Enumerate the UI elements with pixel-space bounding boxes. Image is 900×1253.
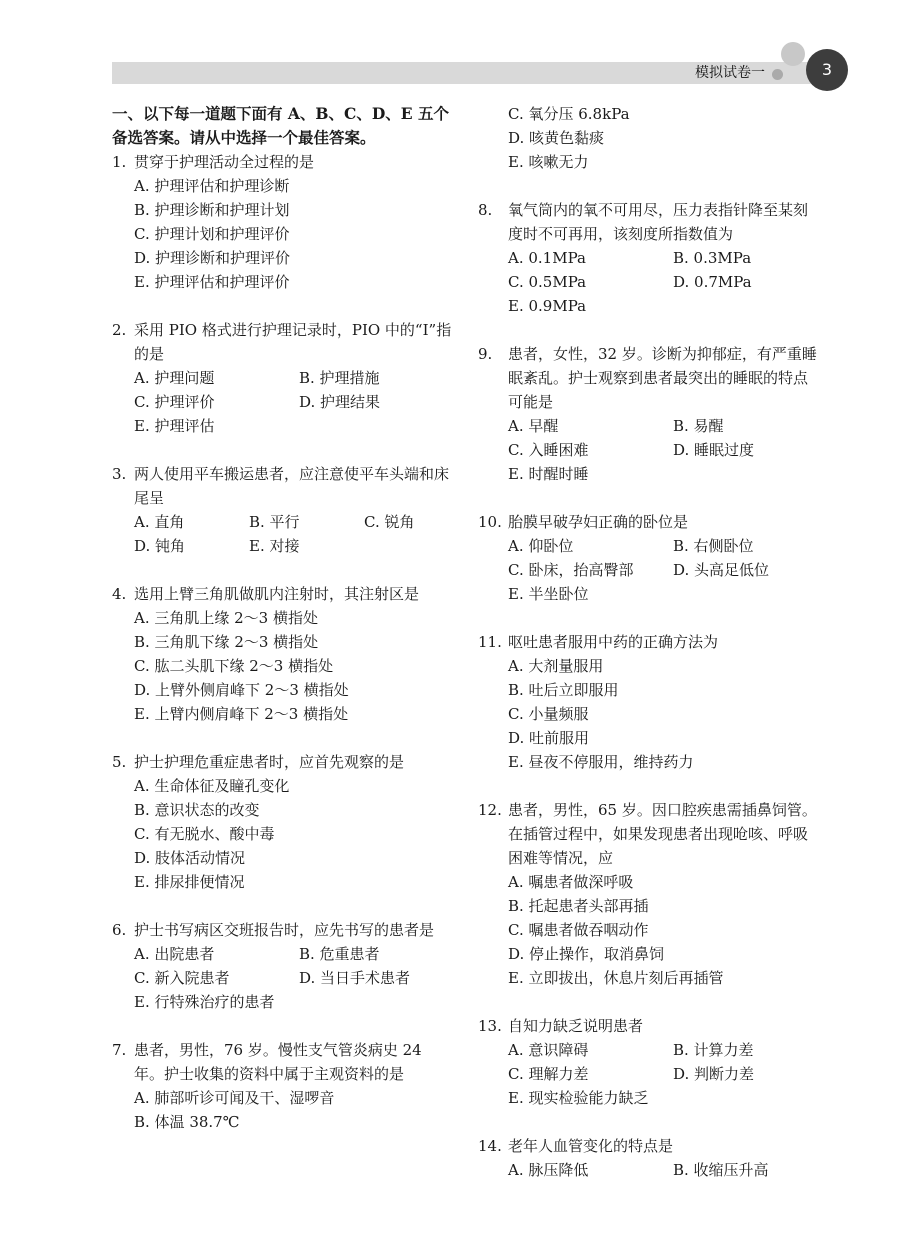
decorative-circle-small — [772, 69, 783, 80]
question-stem: 贯穿于护理活动全过程的是 — [134, 153, 315, 171]
option-d: D. 钝角 — [134, 537, 186, 555]
question-9 — [478, 342, 818, 486]
option-e: E. 护理评估 — [134, 417, 215, 435]
option-c: C. 肱二头肌下缘 2～3 横指处 — [134, 657, 334, 675]
option-e: E. 对接 — [249, 537, 300, 555]
option-a: A. 大剂量服用 — [508, 657, 604, 675]
question-number: 6. — [112, 921, 127, 939]
option-e: E. 0.9MPa — [508, 297, 587, 315]
option-e: E. 上臂内侧肩峰下 2～3 横指处 — [134, 705, 349, 723]
option-a: A. 三角肌上缘 2～3 横指处 — [134, 609, 318, 627]
question-number: 5. — [112, 753, 127, 771]
question-1 — [112, 150, 452, 294]
right-column — [478, 102, 818, 1206]
question-5 — [112, 750, 452, 894]
question-stem: 自知力缺乏说明患者 — [508, 1017, 644, 1035]
question-number: 12. — [478, 801, 502, 819]
option-b: B. 危重患者 — [299, 945, 380, 963]
option-d: D. 上臂外侧肩峰下 2～3 横指处 — [134, 681, 349, 699]
question-13 — [478, 1014, 818, 1110]
option-b: B. 右侧卧位 — [673, 537, 754, 555]
option-d: D. 头高足低位 — [673, 561, 770, 579]
question-number: 9. — [478, 345, 493, 363]
option-d: D. 咳黄色黏痰 — [508, 129, 605, 147]
option-c: C. 护理计划和护理评价 — [134, 225, 290, 243]
question-number: 10. — [478, 513, 502, 531]
option-b: B. 平行 — [249, 513, 300, 531]
option-e: E. 半坐卧位 — [508, 585, 589, 603]
question-stem: 采用 PIO 格式进行护理记录时，PIO 中的“I”指的是 — [134, 321, 452, 363]
option-d: D. 0.7MPa — [673, 273, 752, 291]
option-a: A. 直角 — [134, 513, 185, 531]
option-a: A. 肺部听诊可闻及干、湿啰音 — [134, 1089, 335, 1107]
option-b: B. 托起患者头部再插 — [508, 897, 649, 915]
question-stem: 呕吐患者服用中药的正确方法为 — [508, 633, 719, 651]
option-d: D. 护理结果 — [299, 393, 381, 411]
question-3 — [112, 462, 452, 558]
option-e: E. 现实检验能力缺乏 — [508, 1089, 649, 1107]
question-number: 3. — [112, 465, 127, 483]
question-stem: 两人使用平车搬运患者，应注意使平车头端和床尾呈 — [134, 465, 450, 507]
option-b: B. 体温 38.7℃ — [134, 1113, 240, 1131]
page-number-badge: 3 — [806, 49, 848, 91]
option-c: C. 锐角 — [364, 513, 415, 531]
option-a: A. 出院患者 — [134, 945, 215, 963]
option-b: B. 护理诊断和护理计划 — [134, 201, 290, 219]
option-c: C. 小量频服 — [508, 705, 589, 723]
option-e: E. 昼夜不停服用，维持药力 — [508, 753, 694, 771]
option-a: A. 0.1MPa — [508, 249, 586, 267]
option-d: D. 吐前服用 — [508, 729, 590, 747]
question-stem: 护士书写病区交班报告时，应先书写的患者是 — [134, 921, 435, 939]
option-d: D. 护理诊断和护理评价 — [134, 249, 291, 267]
option-b: B. 0.3MPa — [673, 249, 752, 267]
option-c: C. 有无脱水、酸中毒 — [134, 825, 275, 843]
question-11 — [478, 630, 818, 774]
running-header-title: 模拟试卷一 — [695, 65, 765, 81]
option-d: D. 判断力差 — [673, 1065, 755, 1083]
question-7 — [112, 1038, 452, 1134]
question-12 — [478, 798, 818, 990]
option-b: B. 吐后立即服用 — [508, 681, 619, 699]
option-d: D. 当日手术患者 — [299, 969, 411, 987]
question-6 — [112, 918, 452, 1014]
question-10 — [478, 510, 818, 606]
question-number: 11. — [478, 633, 502, 651]
option-e: E. 立即拔出，休息片刻后再插管 — [508, 969, 724, 987]
question-stem: 患者，男性，65 岁。因口腔疾患需插鼻饲管。在插管过程中，如果发现患者出现呛咳、呼吸困难等情况，应 — [508, 801, 817, 867]
question-stem: 选用上臂三角肌做肌内注射时，其注射区是 — [134, 585, 420, 603]
option-c: C. 嘱患者做吞咽动作 — [508, 921, 649, 939]
option-e: E. 咳嗽无力 — [508, 153, 589, 171]
option-a: A. 护理评估和护理诊断 — [134, 177, 290, 195]
option-b: B. 护理措施 — [299, 369, 380, 387]
option-e: E. 行特殊治疗的患者 — [134, 993, 275, 1011]
option-c: C. 入睡困难 — [508, 441, 589, 459]
option-a: A. 生命体征及瞳孔变化 — [134, 777, 290, 795]
option-a: A. 早醒 — [508, 417, 559, 435]
option-a: A. 仰卧位 — [508, 537, 574, 555]
option-b: B. 意识状态的改变 — [134, 801, 260, 819]
option-c: C. 氧分压 6.8kPa — [508, 105, 630, 123]
option-c: C. 0.5MPa — [508, 273, 587, 291]
option-e: E. 排尿排便情况 — [134, 873, 245, 891]
question-7-continued — [478, 102, 818, 174]
question-number: 8. — [478, 201, 493, 219]
question-number: 2. — [112, 321, 127, 339]
question-stem: 老年人血管变化的特点是 — [508, 1137, 674, 1155]
option-c: C. 护理评价 — [134, 393, 215, 411]
decorative-circle-large — [781, 42, 805, 66]
option-c: C. 理解力差 — [508, 1065, 589, 1083]
option-a: A. 意识障碍 — [508, 1041, 589, 1059]
option-a: A. 护理问题 — [134, 369, 215, 387]
option-c: C. 卧床，抬高臀部 — [508, 561, 634, 579]
question-4 — [112, 582, 452, 726]
option-e: E. 时醒时睡 — [508, 465, 589, 483]
question-number: 4. — [112, 585, 127, 603]
option-b: B. 收缩压升高 — [673, 1161, 769, 1179]
question-number: 1. — [112, 153, 127, 171]
question-stem: 护士护理危重症患者时，应首先观察的是 — [134, 753, 405, 771]
left-column — [112, 102, 452, 1158]
question-14 — [478, 1134, 818, 1182]
option-d: D. 停止操作，取消鼻饲 — [508, 945, 665, 963]
question-stem: 患者，女性，32 岁。诊断为抑郁症，有严重睡眠紊乱。护士观察到患者最突出的睡眠的特点可能是 — [508, 345, 817, 411]
question-stem: 患者，男性，76 岁。慢性支气管炎病史 24 年。护士收集的资料中属于主观资料的是 — [134, 1041, 422, 1083]
option-d: D. 睡眠过度 — [673, 441, 755, 459]
question-number: 14. — [478, 1137, 502, 1155]
option-b: B. 计算力差 — [673, 1041, 754, 1059]
question-stem: 胎膜早破孕妇正确的卧位是 — [508, 513, 689, 531]
question-stem: 氧气筒内的氧不可用尽，压力表指针降至某刻度时不可再用，该刻度所指数值为 — [508, 201, 809, 243]
section-heading: 一、以下每一道题下面有 A、B、C、D、E 五个备选答案。请从中选择一个最佳答案。 — [112, 104, 450, 147]
option-a: A. 脉压降低 — [508, 1161, 589, 1179]
option-b: B. 三角肌下缘 2～3 横指处 — [134, 633, 319, 651]
question-number: 13. — [478, 1017, 502, 1035]
question-number: 7. — [112, 1041, 127, 1059]
option-e: E. 护理评估和护理评价 — [134, 273, 290, 291]
option-a: A. 嘱患者做深呼吸 — [508, 873, 634, 891]
option-d: D. 肢体活动情况 — [134, 849, 246, 867]
question-8 — [478, 198, 818, 318]
question-2 — [112, 318, 452, 438]
option-b: B. 易醒 — [673, 417, 724, 435]
option-c: C. 新入院患者 — [134, 969, 230, 987]
